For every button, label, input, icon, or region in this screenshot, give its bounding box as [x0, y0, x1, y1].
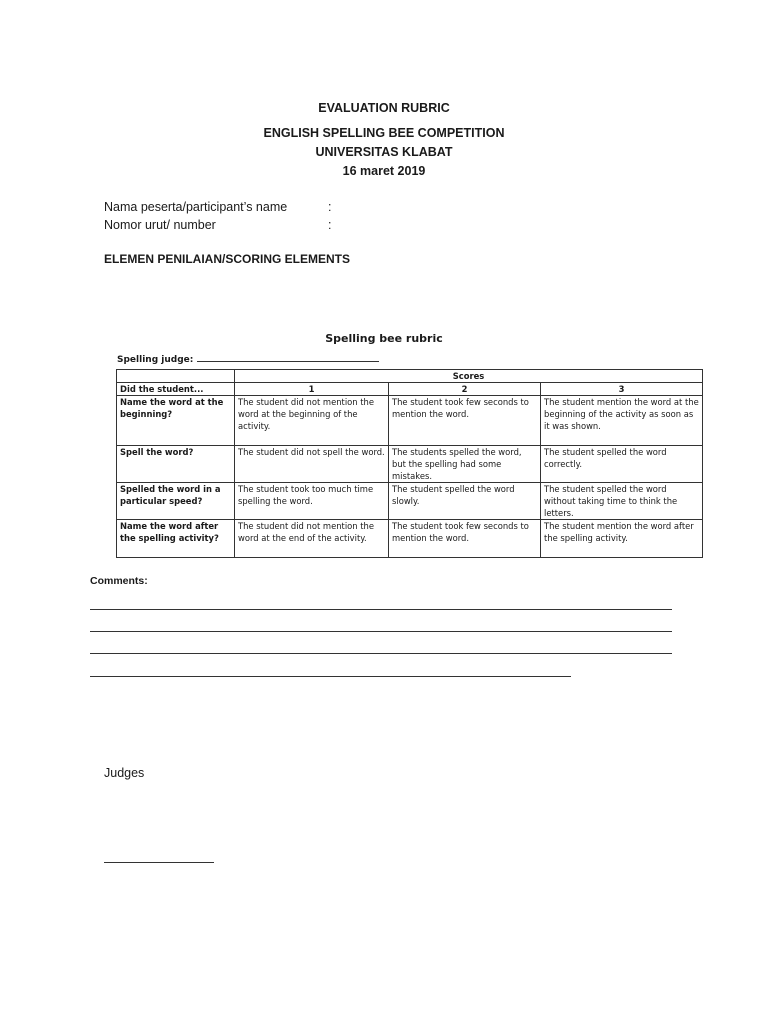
participant-name-colon: : [328, 200, 332, 214]
table-header-row [117, 370, 703, 383]
spelling-judge-label: Spelling judge: [117, 355, 194, 365]
document-title: EVALUATION RUBRIC [318, 101, 450, 115]
comment-line[interactable] [90, 631, 672, 632]
row-cell-score-2: The student took few seconds to mention the word. [389, 520, 541, 558]
comments-label: Comments: [90, 575, 148, 587]
row-question: Name the word after the spelling activity? [117, 520, 235, 558]
event-date: 16 maret 2019 [342, 164, 426, 178]
row-question: Spell the word? [117, 446, 235, 483]
university-name: UNIVERSITAS KLABAT [315, 145, 453, 159]
rubric-table [116, 369, 703, 558]
row-cell-score-3: The student mention the word after the spelling activity. [541, 520, 703, 558]
event-name: ENGLISH SPELLING BEE COMPETITION [263, 126, 505, 140]
participant-name-label: Nama peserta/participant’s name [104, 200, 288, 214]
row-cell-score-2: The student took few seconds to mention the word. [389, 396, 541, 446]
header-empty-cell [117, 370, 235, 383]
question-column-header: Did the student... [117, 383, 235, 396]
participant-number-label: Nomor urut/ number [104, 218, 216, 232]
participant-number-colon: : [328, 218, 332, 232]
scoring-elements-heading: ELEMEN PENILAIAN/SCORING ELEMENTS [104, 252, 351, 266]
scores-header: Scores [235, 370, 703, 383]
score-header-1: 1 [235, 383, 389, 396]
row-cell-score-1: The student did not spell the word. [235, 446, 389, 483]
row-cell-score-3: The student spelled the word without taking time to think the letters. [541, 483, 703, 520]
row-cell-score-1: The student did not mention the word at the beginning of the activity. [235, 396, 389, 446]
table-row [117, 483, 703, 520]
table-header-row [117, 383, 703, 396]
row-cell-score-1: The student did not mention the word at the end of the activity. [235, 520, 389, 558]
judge-signature-line[interactable] [104, 862, 214, 863]
table-row [117, 446, 703, 483]
comment-line[interactable] [90, 676, 571, 677]
row-cell-score-3: The student spelled the word correctly. [541, 446, 703, 483]
comment-line[interactable] [90, 653, 672, 654]
spelling-judge-blank[interactable] [197, 352, 379, 362]
table-row [117, 520, 703, 558]
score-header-3: 3 [541, 383, 703, 396]
rubric-title: Spelling bee rubric [325, 332, 443, 345]
judges-label: Judges [104, 766, 145, 780]
row-cell-score-2: The students spelled the word, but the spelling had some mistakes. [389, 446, 541, 483]
row-question: Spelled the word in a particular speed? [117, 483, 235, 520]
spelling-judge-line [117, 352, 379, 365]
score-header-2: 2 [389, 383, 541, 396]
table-row [117, 396, 703, 446]
comment-line[interactable] [90, 609, 672, 610]
row-cell-score-1: The student took too much time spelling the word. [235, 483, 389, 520]
row-cell-score-3: The student mention the word at the beginning of the activity as soon as it was shown. [541, 396, 703, 446]
row-question: Name the word at the beginning? [117, 396, 235, 446]
row-cell-score-2: The student spelled the word slowly. [389, 483, 541, 520]
